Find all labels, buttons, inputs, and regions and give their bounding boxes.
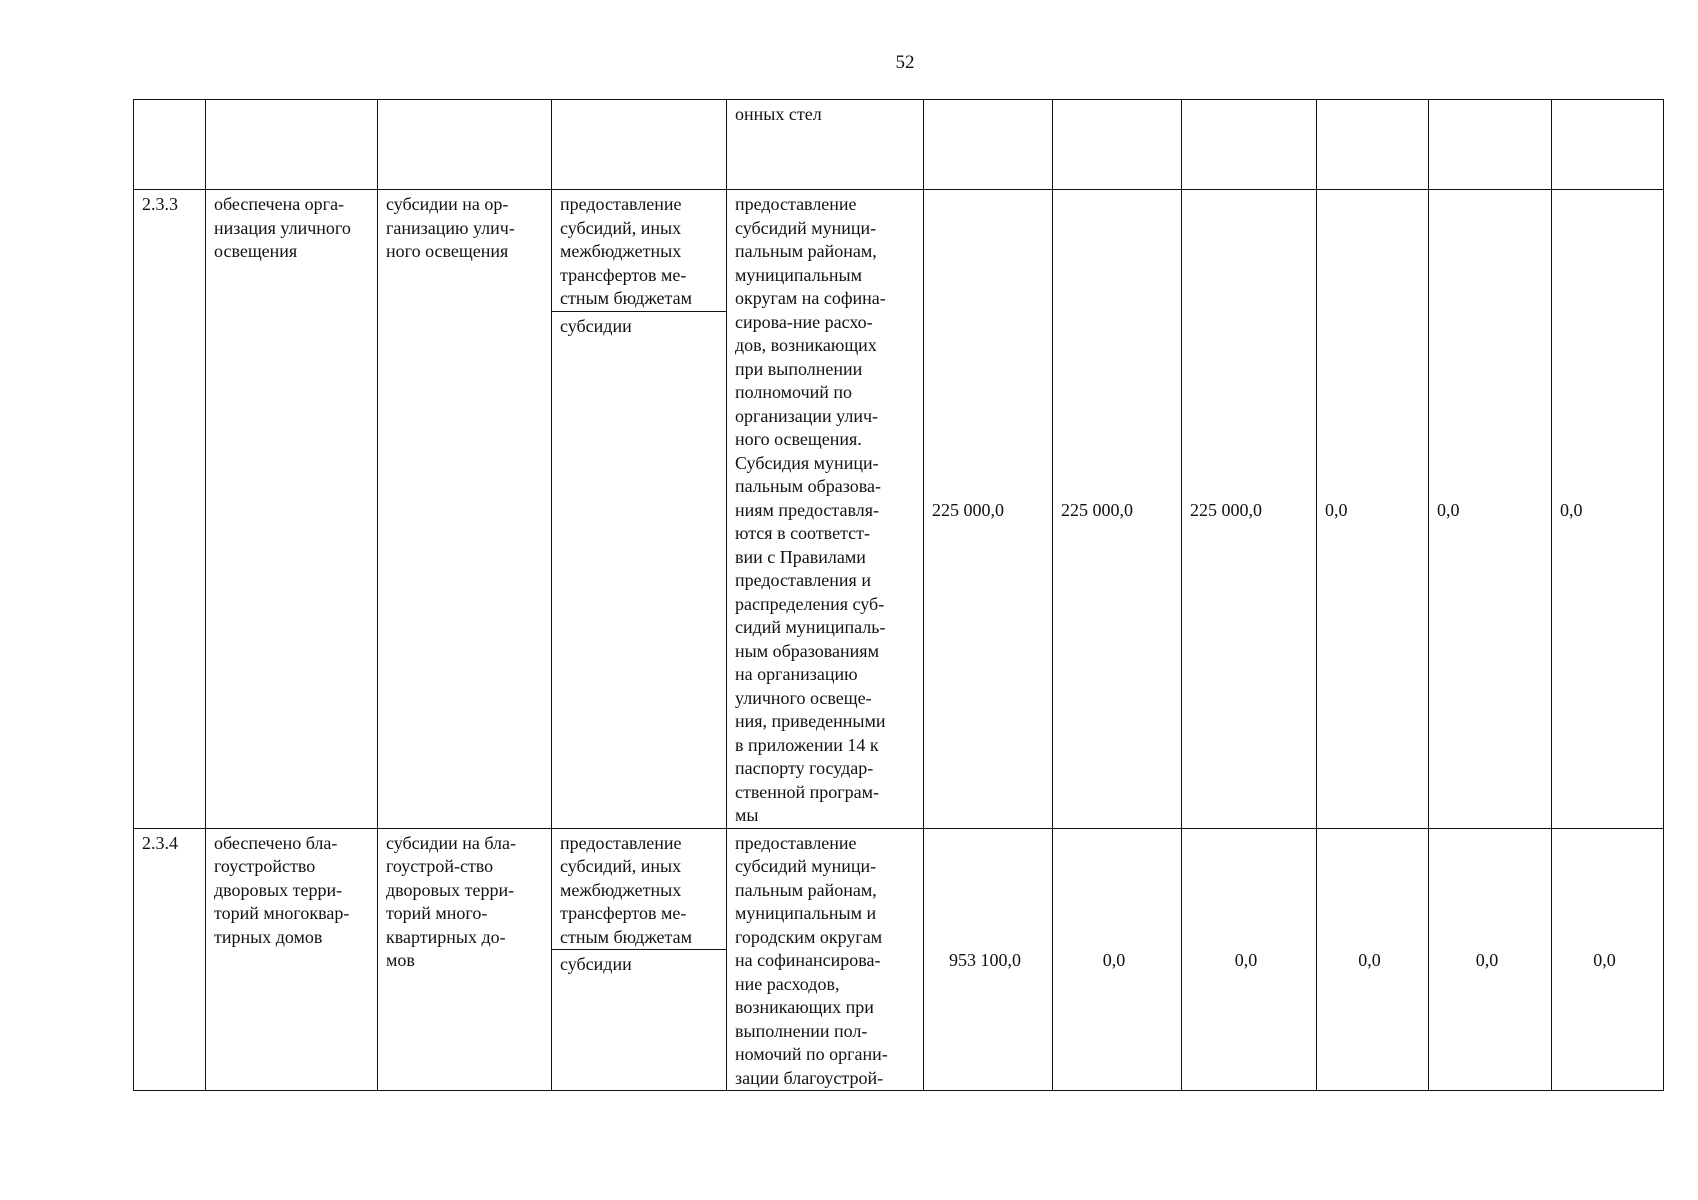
value-cell: 953 100,0	[924, 828, 1053, 1091]
value-cell: 0,0	[1317, 190, 1429, 829]
cell-empty	[1552, 100, 1664, 190]
text-line: уличного освеще-	[735, 687, 872, 708]
text-line: предоставление	[735, 194, 857, 214]
text-line: освещения	[214, 241, 298, 261]
program-table	[133, 99, 1664, 1091]
text-line: округам на софина-	[735, 288, 886, 308]
row-code: 2.3.4	[134, 828, 206, 1091]
cell-empty	[1317, 100, 1429, 190]
text-line: организации улич-	[735, 405, 879, 426]
text-line: ного освещения.	[735, 429, 862, 449]
description-cell	[727, 190, 924, 829]
text-line: пальным районам,	[735, 241, 877, 261]
text-line: ного освещения	[386, 241, 509, 261]
value-cell: 225 000,0	[924, 190, 1053, 829]
text-line: распределения суб-	[735, 593, 885, 614]
text-line: ния, приведенными	[735, 711, 886, 731]
text-line: на софинансирова-	[735, 950, 881, 970]
text-line: обеспечена орга-	[214, 194, 345, 214]
cell-empty	[378, 100, 552, 190]
text-line: предоставление	[560, 832, 682, 853]
text-line: предоставление	[735, 832, 857, 853]
text-line: дворовых терри-	[386, 879, 515, 900]
text-line: квартирных до-	[386, 926, 506, 947]
description-cell	[727, 828, 924, 1091]
text-line: межбюджетных	[560, 241, 682, 261]
text-line: субсидий муници-	[735, 856, 877, 876]
text-line: пальным районам,	[735, 879, 877, 900]
cell-empty	[1429, 100, 1552, 190]
value-cell: 0,0	[1182, 828, 1317, 1091]
text-line: трансфертов ме-	[560, 903, 687, 923]
text-line: сирова-ние расхо-	[735, 311, 873, 332]
result-cell	[206, 190, 378, 829]
cell-empty	[924, 100, 1053, 190]
text-line: вии с Правилами	[735, 546, 866, 567]
text-line: стным бюджетам	[560, 926, 692, 947]
cell-empty	[134, 100, 206, 190]
text-line: мов	[386, 950, 415, 970]
table-row	[134, 828, 1664, 1091]
description-tail: онных стел	[727, 100, 924, 190]
text-line: субсидий, иных	[560, 856, 682, 876]
cell-empty	[1182, 100, 1317, 190]
text-line: ственной програм-	[735, 781, 880, 802]
text-line: предоставления и	[735, 570, 871, 590]
text-line: в приложении 14 к	[735, 734, 879, 755]
text-line: субсидии на ор-	[386, 194, 509, 214]
subtype: субсидии	[560, 954, 632, 974]
value-cell: 225 000,0	[1053, 190, 1182, 829]
table-row	[134, 190, 1664, 829]
text-line: ниям предоставля-	[735, 499, 880, 520]
type-block	[552, 190, 726, 312]
text-line: субсидий муници-	[735, 217, 877, 238]
text-line: торий много-	[386, 903, 488, 923]
text-line: стным бюджетам	[560, 288, 692, 308]
text-line: тирных домов	[214, 926, 323, 947]
text-line: ние расходов,	[735, 973, 840, 994]
text-line: городским округам	[735, 926, 883, 947]
text-line: субсидии на бла-	[386, 832, 517, 853]
measure-cell	[378, 190, 552, 829]
type-block	[552, 829, 726, 951]
value-cell: 225 000,0	[1182, 190, 1317, 829]
text-line: торий многоквар-	[214, 903, 350, 923]
row-code: 2.3.3	[134, 190, 206, 829]
text-line: дворовых терри-	[214, 879, 343, 900]
text-line: мы	[735, 805, 759, 825]
text-line: ным образованиям	[735, 640, 879, 661]
text-line: ются в соответст-	[735, 523, 870, 543]
continuation-row	[134, 100, 1664, 190]
text-line: паспорту государ-	[735, 758, 874, 778]
text-line: трансфертов ме-	[560, 264, 687, 285]
text-line: ганизацию улич-	[386, 217, 515, 238]
text-line: муниципальным	[735, 264, 863, 285]
result-cell	[206, 828, 378, 1091]
text-line: выполнении пол-	[735, 1020, 868, 1041]
text-line: зации благоустрой-	[735, 1067, 884, 1088]
cell-empty	[552, 100, 727, 190]
text-line: муниципальным и	[735, 903, 877, 923]
text-line: обеспечено бла-	[214, 832, 338, 853]
text-line: Субсидия муници-	[735, 452, 879, 473]
text-line: межбюджетных	[560, 879, 682, 900]
cell-empty	[1053, 100, 1182, 190]
text-line: субсидий, иных	[560, 217, 682, 238]
text-line: возникающих при	[735, 997, 874, 1017]
text-line: номочий по органи-	[735, 1044, 888, 1064]
value-cell: 0,0	[1552, 828, 1664, 1091]
measure-cell	[378, 828, 552, 1091]
text-line: на организацию	[735, 664, 858, 684]
text-line: пальным образова-	[735, 476, 881, 496]
text-line: гоустройство	[214, 856, 316, 876]
subtype: субсидии	[560, 315, 632, 336]
text-line: низация уличного	[214, 217, 351, 238]
type-cell	[552, 190, 727, 829]
value-cell: 0,0	[1429, 828, 1552, 1091]
text-line: предоставление	[560, 194, 682, 214]
value-cell: 0,0	[1552, 190, 1664, 829]
text-line: гоустрой-ство	[386, 856, 494, 876]
type-cell	[552, 828, 727, 1091]
value-cell: 0,0	[1429, 190, 1552, 829]
page-number: 52	[895, 52, 915, 73]
text-line: при выполнении	[735, 358, 863, 379]
value-cell: 0,0	[1317, 828, 1429, 1091]
text-line: дов, возникающих	[735, 335, 877, 355]
cell-empty	[206, 100, 378, 190]
value-cell: 0,0	[1053, 828, 1182, 1091]
text-line: сидий муниципаль-	[735, 617, 886, 637]
text-line: полномочий по	[735, 382, 853, 402]
